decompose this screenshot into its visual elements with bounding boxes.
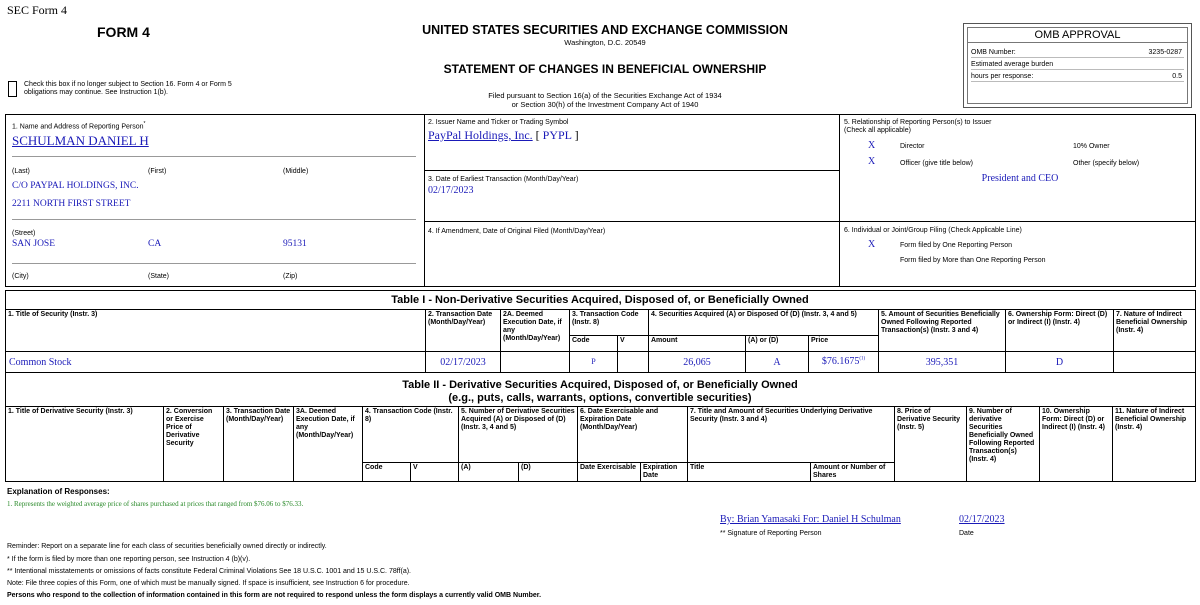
t2-header-underlying-amount: Amount or Number of Shares <box>810 462 895 482</box>
signature-label: ** Signature of Reporting Person <box>720 530 822 537</box>
t2-header-form: 10. Ownership Form: Direct (D) or Indirect (I) (Instr. 4) <box>1039 406 1113 482</box>
city-label: (City) <box>12 273 29 280</box>
t1-row-owned: 395,351 <box>925 357 959 368</box>
t1-row-title: Common Stock <box>9 357 72 368</box>
t2-header-date-exercisable: Date Exercisable <box>577 462 641 482</box>
signature-date-label: Date <box>959 530 974 537</box>
omb-hours-row <box>971 71 1184 82</box>
t2-header-nature: 11. Nature of Indirect Beneficial Ownership (Instr. 4) <box>1112 406 1196 482</box>
one-person-label: Form filed by One Reporting Person <box>900 242 1013 249</box>
t2-header-code-code: Code <box>362 462 411 482</box>
t1-header-deemed: 2A. Deemed Execution Date, if any (Month/Day/Year) <box>500 309 570 352</box>
omb-number-row <box>971 47 1184 58</box>
t1-header-code: 3. Transaction Code (Instr. 8) <box>569 309 649 336</box>
t1-cell-nature <box>1113 351 1196 373</box>
t1-cell-deemed <box>500 351 570 373</box>
table2-subtitle: (e.g., puts, calls, warrants, options, convertible securities) <box>448 392 752 404</box>
t2-header-code: 4. Transaction Code (Instr. 8) <box>362 406 459 463</box>
officer-label: Officer (give title below) <box>900 160 974 167</box>
footer-reminder: Reminder: Report on a separate line for each class of securities beneficially owned directly or indirectly. <box>7 543 327 550</box>
t2-header-owned: 9. Number of derivative Securities Beneficially Owned Following Reported Transaction(s) (Instr. 4) <box>966 406 1040 482</box>
issuer-name-line: PayPal Holdings, Inc. [ PYPL ] <box>428 128 579 142</box>
earliest-transaction-date: 02/17/2023 <box>428 185 474 196</box>
t2-header-number: 5. Number of Derivative Securities Acquired (A) or Disposed of (D) (Instr. 3, 4 and 5) <box>458 406 578 463</box>
zip-label: (Zip) <box>283 273 298 280</box>
section16-checkbox-label: Check this box if no longer subject to Section 16. Form 4 or Form 5 obligations may continue. See Instruction 1(b). <box>24 81 232 96</box>
officer-title: President and CEO <box>981 173 1059 184</box>
ten-percent-owner-label: 10% Owner <box>1073 143 1110 150</box>
form-number: FORM 4 <box>97 24 150 40</box>
amendment-box <box>424 221 840 287</box>
t2-header-exercisable: 6. Date Exercisable and Expiration Date (Month/Day/Year) <box>577 406 688 463</box>
omb-burden-label-1: Estimated average burden <box>971 61 1054 68</box>
issuer-box <box>424 114 840 171</box>
issuer-ticker: PYPL <box>542 128 572 142</box>
omb-number-value: 3235-0287 <box>1148 49 1182 56</box>
t1-row-date: 02/17/2023 <box>440 357 486 368</box>
t1-header-amount: Amount <box>648 335 746 352</box>
signature-by[interactable]: By: Brian Yamasaki For: Daniel H Schulman <box>720 514 901 525</box>
earliest-transaction-box <box>424 170 840 222</box>
t2-header-underlying-title: Title <box>687 462 811 482</box>
t2-header-a: (A) <box>458 462 519 482</box>
t1-header-price: Price <box>808 335 879 352</box>
omb-burden-value: 0.5 <box>1172 73 1182 80</box>
reporting-person-label: 1. Name and Address of Reporting Person* <box>12 121 146 131</box>
reporting-person-box <box>5 114 425 287</box>
filing-label: 6. Individual or Joint/Group Filing (Check Applicable Line) <box>844 227 1022 234</box>
t2-header-date: 3. Transaction Date (Month/Day/Year) <box>223 406 294 482</box>
agency-location: Washington, D.C. 20549 <box>564 38 646 47</box>
t2-header-expiration: Expiration Date <box>640 462 688 482</box>
t1-header-owned: 5. Amount of Securities Beneficially Owned Following Reported Transaction(s) (Instr. 3 and 4) <box>878 309 1006 352</box>
sec-form-label: SEC Form 4 <box>7 3 68 17</box>
omb-approval-box <box>963 23 1192 108</box>
omb-title: OMB APPROVAL <box>968 28 1187 43</box>
t2-header-underlying: 7. Title and Amount of Securities Underlying Derivative Security (Instr. 3 and 4) <box>687 406 895 463</box>
footer-omb-note: Persons who respond to the collection of information contained in this form are not required to respond unless the form displays a currently valid OMB Number. <box>7 592 542 599</box>
t1-header-title: 1. Title of Security (Instr. 3) <box>5 309 426 352</box>
filed-pursuant-line-2: or Section 30(h) of the Investment Company Act of 1940 <box>511 100 699 109</box>
signature-date: 02/17/2023 <box>959 514 1005 525</box>
other-label: Other (specify below) <box>1073 160 1140 167</box>
t1-cell-v <box>617 351 649 373</box>
reporting-person-name[interactable]: SCHULMAN DANIEL H <box>12 133 149 148</box>
t1-row-code: P <box>591 357 596 366</box>
t1-header-aord: (A) or (D) <box>745 335 809 352</box>
t1-row-aord: A <box>773 357 781 368</box>
relationship-box <box>839 114 1196 222</box>
earliest-transaction-label: 3. Date of Earliest Transaction (Month/Day/Year) <box>428 176 579 183</box>
zip-value: 95131 <box>283 239 307 249</box>
first-label: (First) <box>148 168 167 175</box>
director-label: Director <box>900 143 925 150</box>
director-mark: X <box>868 140 876 151</box>
t1-row-amount: 26,065 <box>683 357 711 368</box>
t2-header-deemed: 3A. Deemed Execution Date, if any (Month/Day/Year) <box>293 406 363 482</box>
relationship-sublabel: (Check all applicable) <box>844 127 911 134</box>
state-label: (State) <box>148 273 170 280</box>
filed-pursuant-line-1: Filed pursuant to Section 16(a) of the Securities Exchange Act of 1934 <box>488 91 722 100</box>
t1-header-form: 6. Ownership Form: Direct (D) or Indirect (I) (Instr. 4) <box>1005 309 1114 352</box>
t1-header-date: 2. Transaction Date (Month/Day/Year) <box>425 309 501 352</box>
state-value: CA <box>148 239 162 249</box>
explanation-note-1: 1. Represents the weighted average price of shares purchased at prices that ranged from $76.06 to $76.33. <box>7 500 304 508</box>
t2-header-title: 1. Title of Derivative Security (Instr. 3) <box>5 406 164 482</box>
t1-row-form: D <box>1055 357 1064 368</box>
table2-title: Table II - Derivative Securities Acquired, Disposed of, or Beneficially Owned <box>402 379 798 391</box>
middle-label: (Middle) <box>283 168 309 175</box>
table1-title: Table I - Non-Derivative Securities Acquired, Disposed of, or Beneficially Owned <box>391 294 809 306</box>
t2-header-d: (D) <box>518 462 578 482</box>
agency-name: UNITED STATES SECURITIES AND EXCHANGE COMMISSION <box>422 23 788 37</box>
footer-copies-note: Note: File three copies of this Form, one of which must be manually signed. If space is insufficient, see Instruction 6 for procedure. <box>7 580 410 587</box>
t1-row-price: $76.1675$^{(1)}$ <box>821 356 866 367</box>
section16-checkbox[interactable] <box>8 81 17 97</box>
last-label: (Last) <box>12 168 30 175</box>
issuer-name-link[interactable]: PayPal Holdings, Inc. <box>428 128 533 142</box>
t1-header-nature: 7. Nature of Indirect Beneficial Ownership (Instr. 4) <box>1113 309 1196 352</box>
city-value: SAN JOSE <box>12 239 56 249</box>
omb-number-label: OMB Number: <box>971 49 1016 56</box>
t1-header-code-v: V <box>617 335 649 352</box>
officer-mark: X <box>868 156 876 167</box>
t2-header-price: 8. Price of Derivative Security (Instr. 5) <box>894 406 967 482</box>
relationship-label: 5. Relationship of Reporting Person(s) to Issuer <box>844 119 992 126</box>
explanation-title: Explanation of Responses: <box>7 487 110 496</box>
street-label: (Street) <box>12 230 36 237</box>
amendment-label: 4. If Amendment, Date of Original Filed (Month/Day/Year) <box>428 228 606 235</box>
many-persons-label: Form filed by More than One Reporting Person <box>900 257 1046 264</box>
one-person-mark: X <box>868 239 876 250</box>
address-line-1: C/O PAYPAL HOLDINGS, INC. <box>12 181 139 191</box>
t2-header-conversion: 2. Conversion or Exercise Price of Derivative Security <box>163 406 224 482</box>
omb-burden-label-2: hours per response: <box>971 73 1034 80</box>
address-line-2: 2211 NORTH FIRST STREET <box>12 199 131 209</box>
footer-violations-note: ** Intentional misstatements or omissions of facts constitute Federal Criminal Violations See 18 U.S.C. 1001 and 15 U.S.C. 78ff(a). <box>7 568 411 575</box>
t1-header-securities: 4. Securities Acquired (A) or Disposed Of (D) (Instr. 3, 4 and 5) <box>648 309 879 336</box>
t2-header-code-v: V <box>410 462 459 482</box>
statement-title: STATEMENT OF CHANGES IN BENEFICIAL OWNERSHIP <box>443 62 767 76</box>
issuer-label: 2. Issuer Name and Ticker or Trading Symbol <box>428 119 569 126</box>
t1-header-code-code: Code <box>569 335 618 352</box>
omb-burden-row <box>971 59 1184 70</box>
filing-box <box>839 221 1196 287</box>
footer-star-note: * If the form is filed by more than one reporting person, see Instruction 4 (b)(v). <box>7 556 251 563</box>
